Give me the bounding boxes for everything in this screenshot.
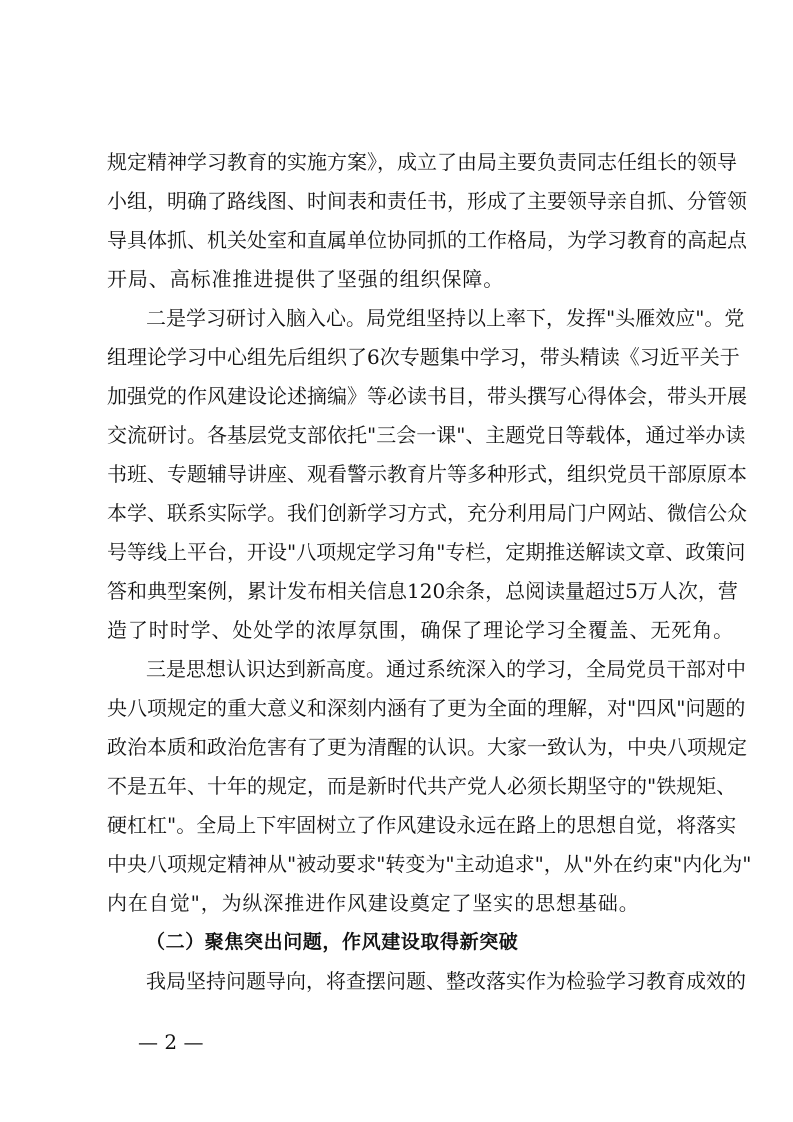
- body-text-line: 硬杠杠"。全局上下牢固树立了作风建设永远在路上的思想自觉，将落实: [107, 813, 737, 837]
- body-text-line: 不是五年、十年的规定，而是新时代共产党人必须长期坚守的"铁规矩、: [107, 774, 737, 798]
- body-text-line: 内在自觉"，为纵深推进作风建设奠定了坚实的思想基础。: [107, 891, 640, 915]
- body-text-line: 政治本质和政治危害有了更为清醒的认识。大家一致认为，中央八项规定: [107, 735, 747, 759]
- body-text-line: 答和典型案例，累计发布相关信息120余条，总阅读量超过5万人次，营: [107, 579, 738, 603]
- paragraph-first-line: 我局坚持问题导向，将查摆问题、整改落实作为检验学习教育成效的: [146, 969, 746, 993]
- body-text-line: 组理论学习中心组先后组织了6次专题集中学习，带头精读《习近平关于: [107, 345, 740, 369]
- body-text-line: 中央八项规定精神从"被动要求"转变为"主动追求"，从"外在约束"内化为": [107, 852, 752, 876]
- body-text-line: 规定精神学习教育的实施方案》，成立了由局主要负责同志任组长的领导: [107, 150, 737, 174]
- body-text-line: 本学、联系实际学。我们创新学习方式，充分利用局门户网站、微信公众: [107, 501, 747, 525]
- page-number: — 2 —: [138, 1030, 204, 1054]
- body-text-line: 书班、专题辅导讲座、观看警示教育片等多种形式，组织党员干部原原本: [107, 462, 747, 486]
- body-text-line: 小组，明确了路线图、时间表和责任书，形成了主要领导亲自抓、分管领: [107, 189, 747, 213]
- body-text-line: 开局、高标准推进提供了坚强的组织保障。: [107, 267, 505, 291]
- paragraph-first-line: 三是思想认识达到新高度。通过系统深入的学习，全局党员干部对中: [146, 657, 746, 681]
- body-text-line: 交流研讨。各基层党支部依托"三会一课"、主题党日等载体，通过举办读: [107, 423, 746, 447]
- body-text-line: 导具体抓、机关处室和直属单位协同抓的工作格局，为学习教育的高起点: [107, 228, 747, 252]
- section-heading: （二）聚焦突出问题，作风建设取得新突破: [146, 931, 519, 953]
- body-text-line: 加强党的作风建设论述摘编》等必读书目，带头撰写心得体会，带头开展: [107, 384, 747, 408]
- body-text-line: 造了时时学、处处学的浓厚氛围，确保了理论学习全覆盖、无死角。: [107, 618, 734, 642]
- body-text-line: 央八项规定的重大意义和深刻内涵有了更为全面的理解，对"四风"问题的: [107, 696, 746, 720]
- paragraph-first-line: 二是学习研讨入脑入心。局党组坚持以上率下，发挥"头雁效应"。党: [146, 306, 745, 330]
- body-text-line: 号等线上平台，开设"八项规定学习角"专栏，定期推送解读文章、政策问: [107, 540, 746, 564]
